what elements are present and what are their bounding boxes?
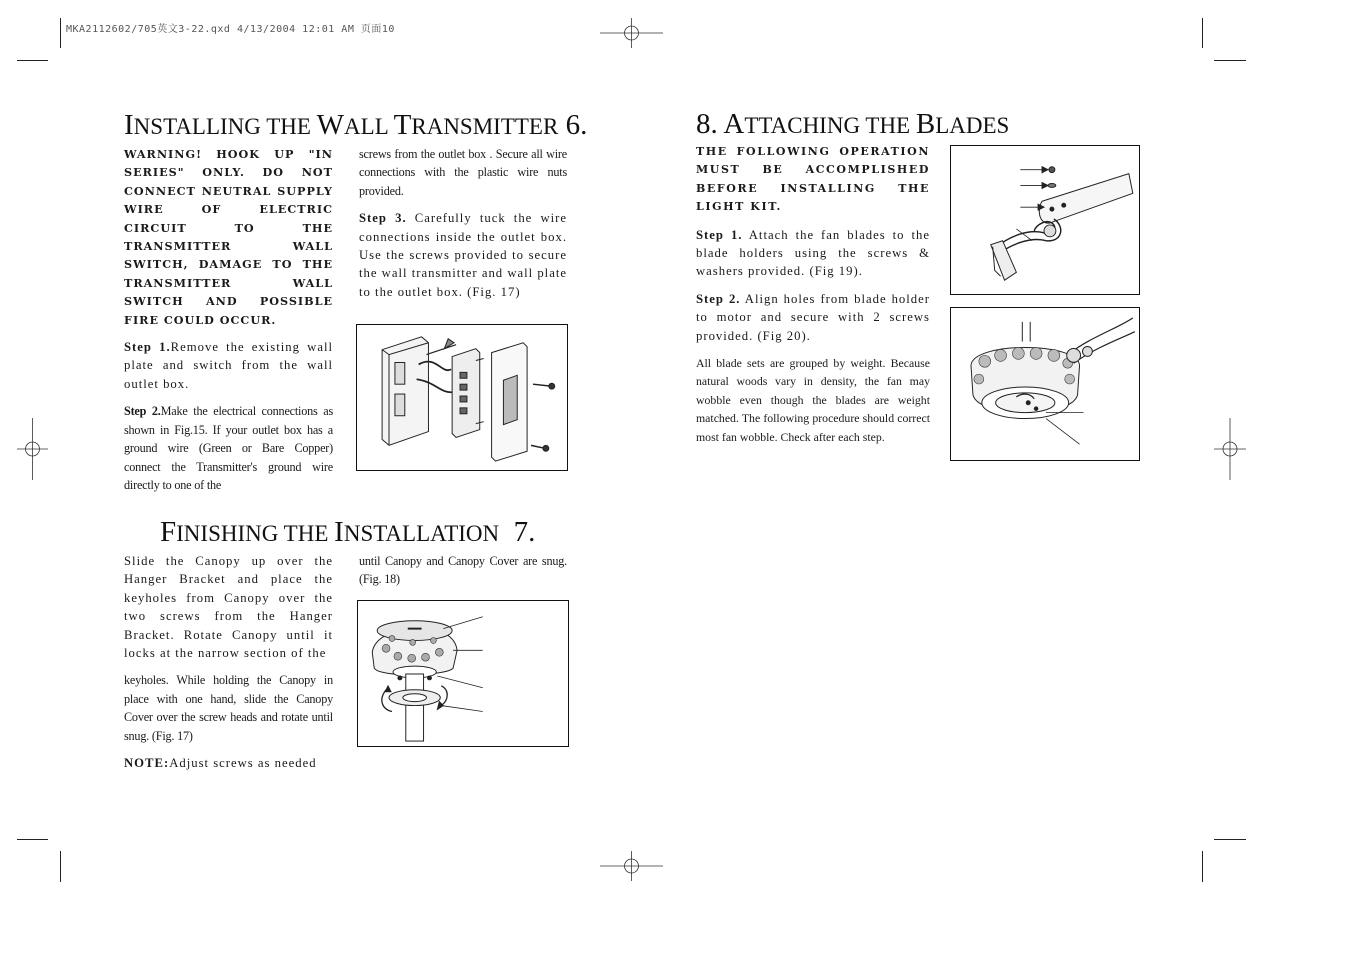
finishing-paragraph-2: keyholes. While holding the Canopy in place with one hand, slide the Canopy Cover over the screw heads and rotate until snug. (Fig. 17)	[124, 673, 333, 743]
crop-mark	[60, 18, 61, 48]
wall-transmitter-continued: screws from the outlet box . Secure all wire connections with the plastic wire nuts provided.	[359, 147, 567, 198]
canopy-illustration	[358, 601, 568, 746]
blades-warning: THE FOLLOWING OPERATION MUST BE ACCOMPLISHED BEFORE INSTALLING THE LIGHT KIT.	[696, 145, 930, 214]
blades-step2: Step 2. Align holes from blade holder to motor and secure with 2 screws provided. (Fig 20).	[696, 291, 931, 343]
crop-mark	[1202, 18, 1203, 48]
wall-transmitter-left-column	[124, 145, 333, 503]
wall-transmitter-step2: Step 2.Make the electrical connections as shown in Fig.15. If your outlet box has a ground wire (Green or Bare Copper) connect the Transmitter's ground wire directly to one of the	[124, 404, 333, 492]
section-title-finishing: FINISHING THE INSTALLATION 7.	[160, 516, 536, 548]
crop-mark	[17, 839, 48, 840]
blades-paragraph: All blade sets are grouped by weight. Because natural woods vary in density, the fan may wobble even though the blades are weight matched. The following procedure should correct most fan wobble. Check after each step.	[696, 356, 930, 444]
figure-canopy	[357, 600, 569, 747]
finishing-note: NOTE:Adjust screws as needed	[124, 756, 317, 771]
figure-blade-holder	[950, 145, 1140, 295]
crop-mark	[1202, 851, 1203, 882]
registration-mark-left	[17, 418, 48, 480]
wall-transmitter-illustration	[357, 325, 567, 470]
blades-step1: Step 1. Attach the fan blades to the blade holders using the screws & washers provided. (Fig 19).	[696, 227, 931, 279]
blade-holder-illustration	[951, 146, 1139, 294]
figure-motor-attach	[950, 307, 1140, 461]
blades-column	[696, 143, 930, 455]
registration-mark-top	[600, 18, 663, 48]
section-title-wall-transmitter: INSTALLING THE WALL TRANSMITTER 6.	[124, 109, 588, 141]
figure-wall-transmitter	[356, 324, 568, 471]
crop-mark	[17, 60, 48, 61]
motor-attach-illustration	[951, 308, 1139, 460]
wall-transmitter-warning: WARNING! HOOK UP "IN SERIES" ONLY. DO NOT CONNECT NEUTRAL SUPPLY WIRE OF ELECTRIC CIRCUIT TO THE TRANSMITTER WALL SWITCH, DAMAGE TO THE TRANSMITTER WALL SWITCH AND POSSIBLE FIRE COULD OCCUR.	[124, 147, 333, 327]
finishing-paragraph-1: Slide the Canopy up over the Hanger Bracket and place the keyholes from Canopy over the two screws from the Hanger Bracket. Rotate Canopy until it locks at the narrow section of the	[124, 554, 333, 661]
finishing-left-column	[124, 552, 333, 781]
file-info-header: MKA2112602/705英文3-22.qxd 4/13/2004 12:01 AM 页面10	[66, 24, 395, 35]
finishing-right-column	[359, 552, 567, 598]
section-title-blades: 8. ATTACHING THE BLADES	[696, 108, 1010, 140]
finishing-right-text: until Canopy and Canopy Cover are snug. (Fig. 18)	[359, 554, 567, 587]
wall-transmitter-step3: Step 3. Carefully tuck the wire connections inside the outlet box. Use the screws provided to secure the wall transmitter and wall plate to the outlet box. (Fig. 17)	[359, 211, 567, 299]
registration-mark-bottom	[600, 851, 663, 881]
crop-mark	[60, 851, 61, 882]
crop-mark	[1214, 839, 1246, 840]
wall-transmitter-step1: Step 1.Remove the existing wall plate and switch from the wall outlet box.	[124, 340, 333, 391]
registration-mark-right	[1214, 418, 1246, 480]
wall-transmitter-right-column	[359, 145, 567, 310]
crop-mark	[1214, 60, 1246, 61]
